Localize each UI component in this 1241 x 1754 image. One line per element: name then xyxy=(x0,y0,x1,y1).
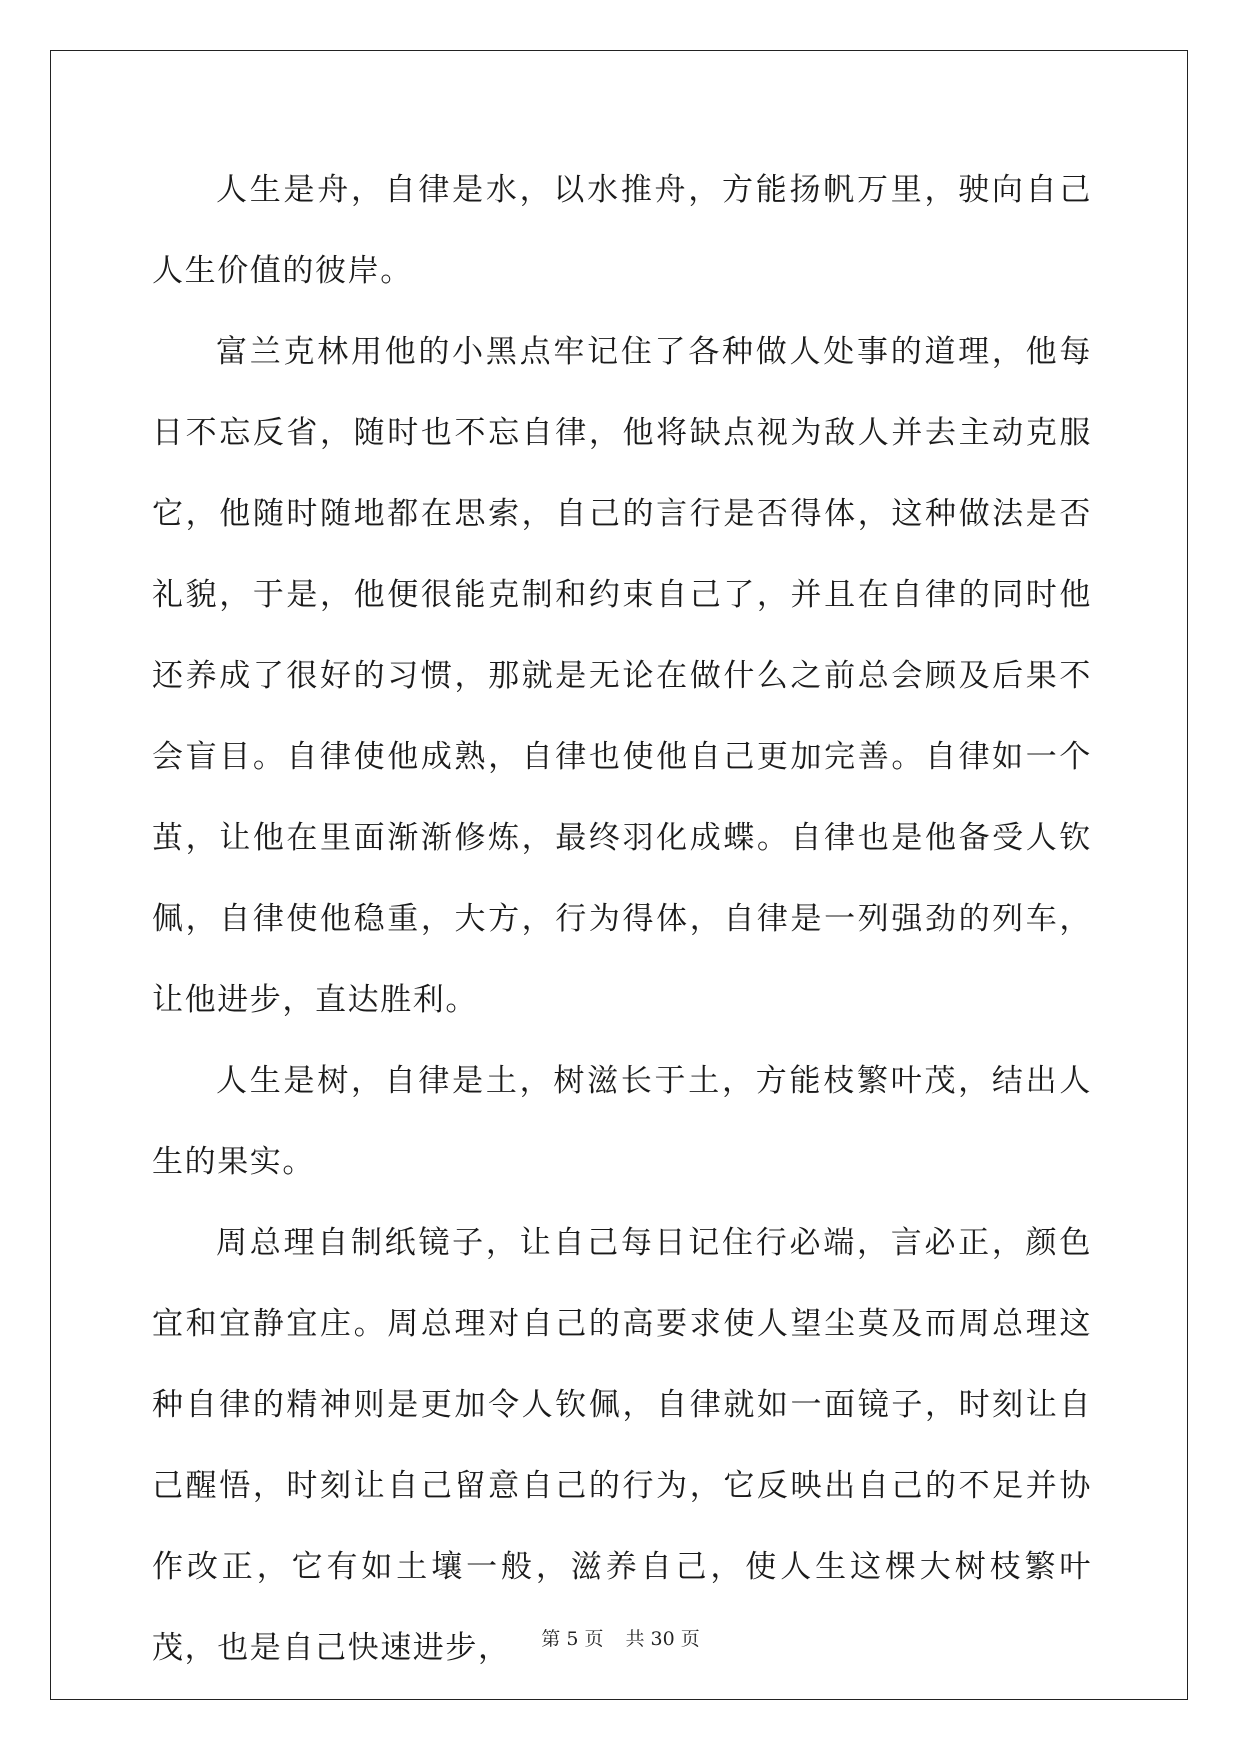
paragraph-3: 人生是树，自律是土，树滋长于土，方能枝繁叶茂，结出人生的果实。 xyxy=(152,1063,1092,1180)
page-total: 共 30 页 xyxy=(625,1628,700,1650)
paragraph-4: 周总理自制纸镜子，让自己每日记住行必端，言必正，颜色宜和宜静宜庄。周总理对自己的高要求使人望尘莫及而周总理这种自律的精神则是更加令人钦佩，自律就如一面镜子，时刻让自己醒悟，时刻让自己留意自己的行为，它反映出自己的不足并协作改正，它有如土壤一般，滋养自己，使人生这棵大树枝繁叶茂，也是自己快速进步， xyxy=(152,1225,1092,1666)
page-footer xyxy=(0,1624,1241,1651)
page-number: 第 5 页 xyxy=(541,1628,604,1650)
document-body xyxy=(152,150,1092,1689)
paragraph-2: 富兰克林用他的小黑点牢记住了各种做人处事的道理，他每日不忘反省，随时也不忘自律，他将缺点视为敌人并去主动克服它，他随时随地都在思索，自己的言行是否得体，这种做法是否礼貌，于是，他便很能克制和约束自己了，并且在自律的同时他还养成了很好的习惯，那就是无论在做什么之前总会顾及后果不会盲目。自律使他成熟，自律也使他自己更加完善。自律如一个茧，让他在里面渐渐修炼，最终羽化成蝶。自律也是他备受人钦佩，自律使他稳重，大方，行为得体，自律是一列强劲的列车，让他进步，直达胜利。 xyxy=(152,334,1092,1018)
paragraph-1: 人生是舟，自律是水，以水推舟，方能扬帆万里，驶向自己人生价值的彼岸。 xyxy=(152,172,1092,289)
